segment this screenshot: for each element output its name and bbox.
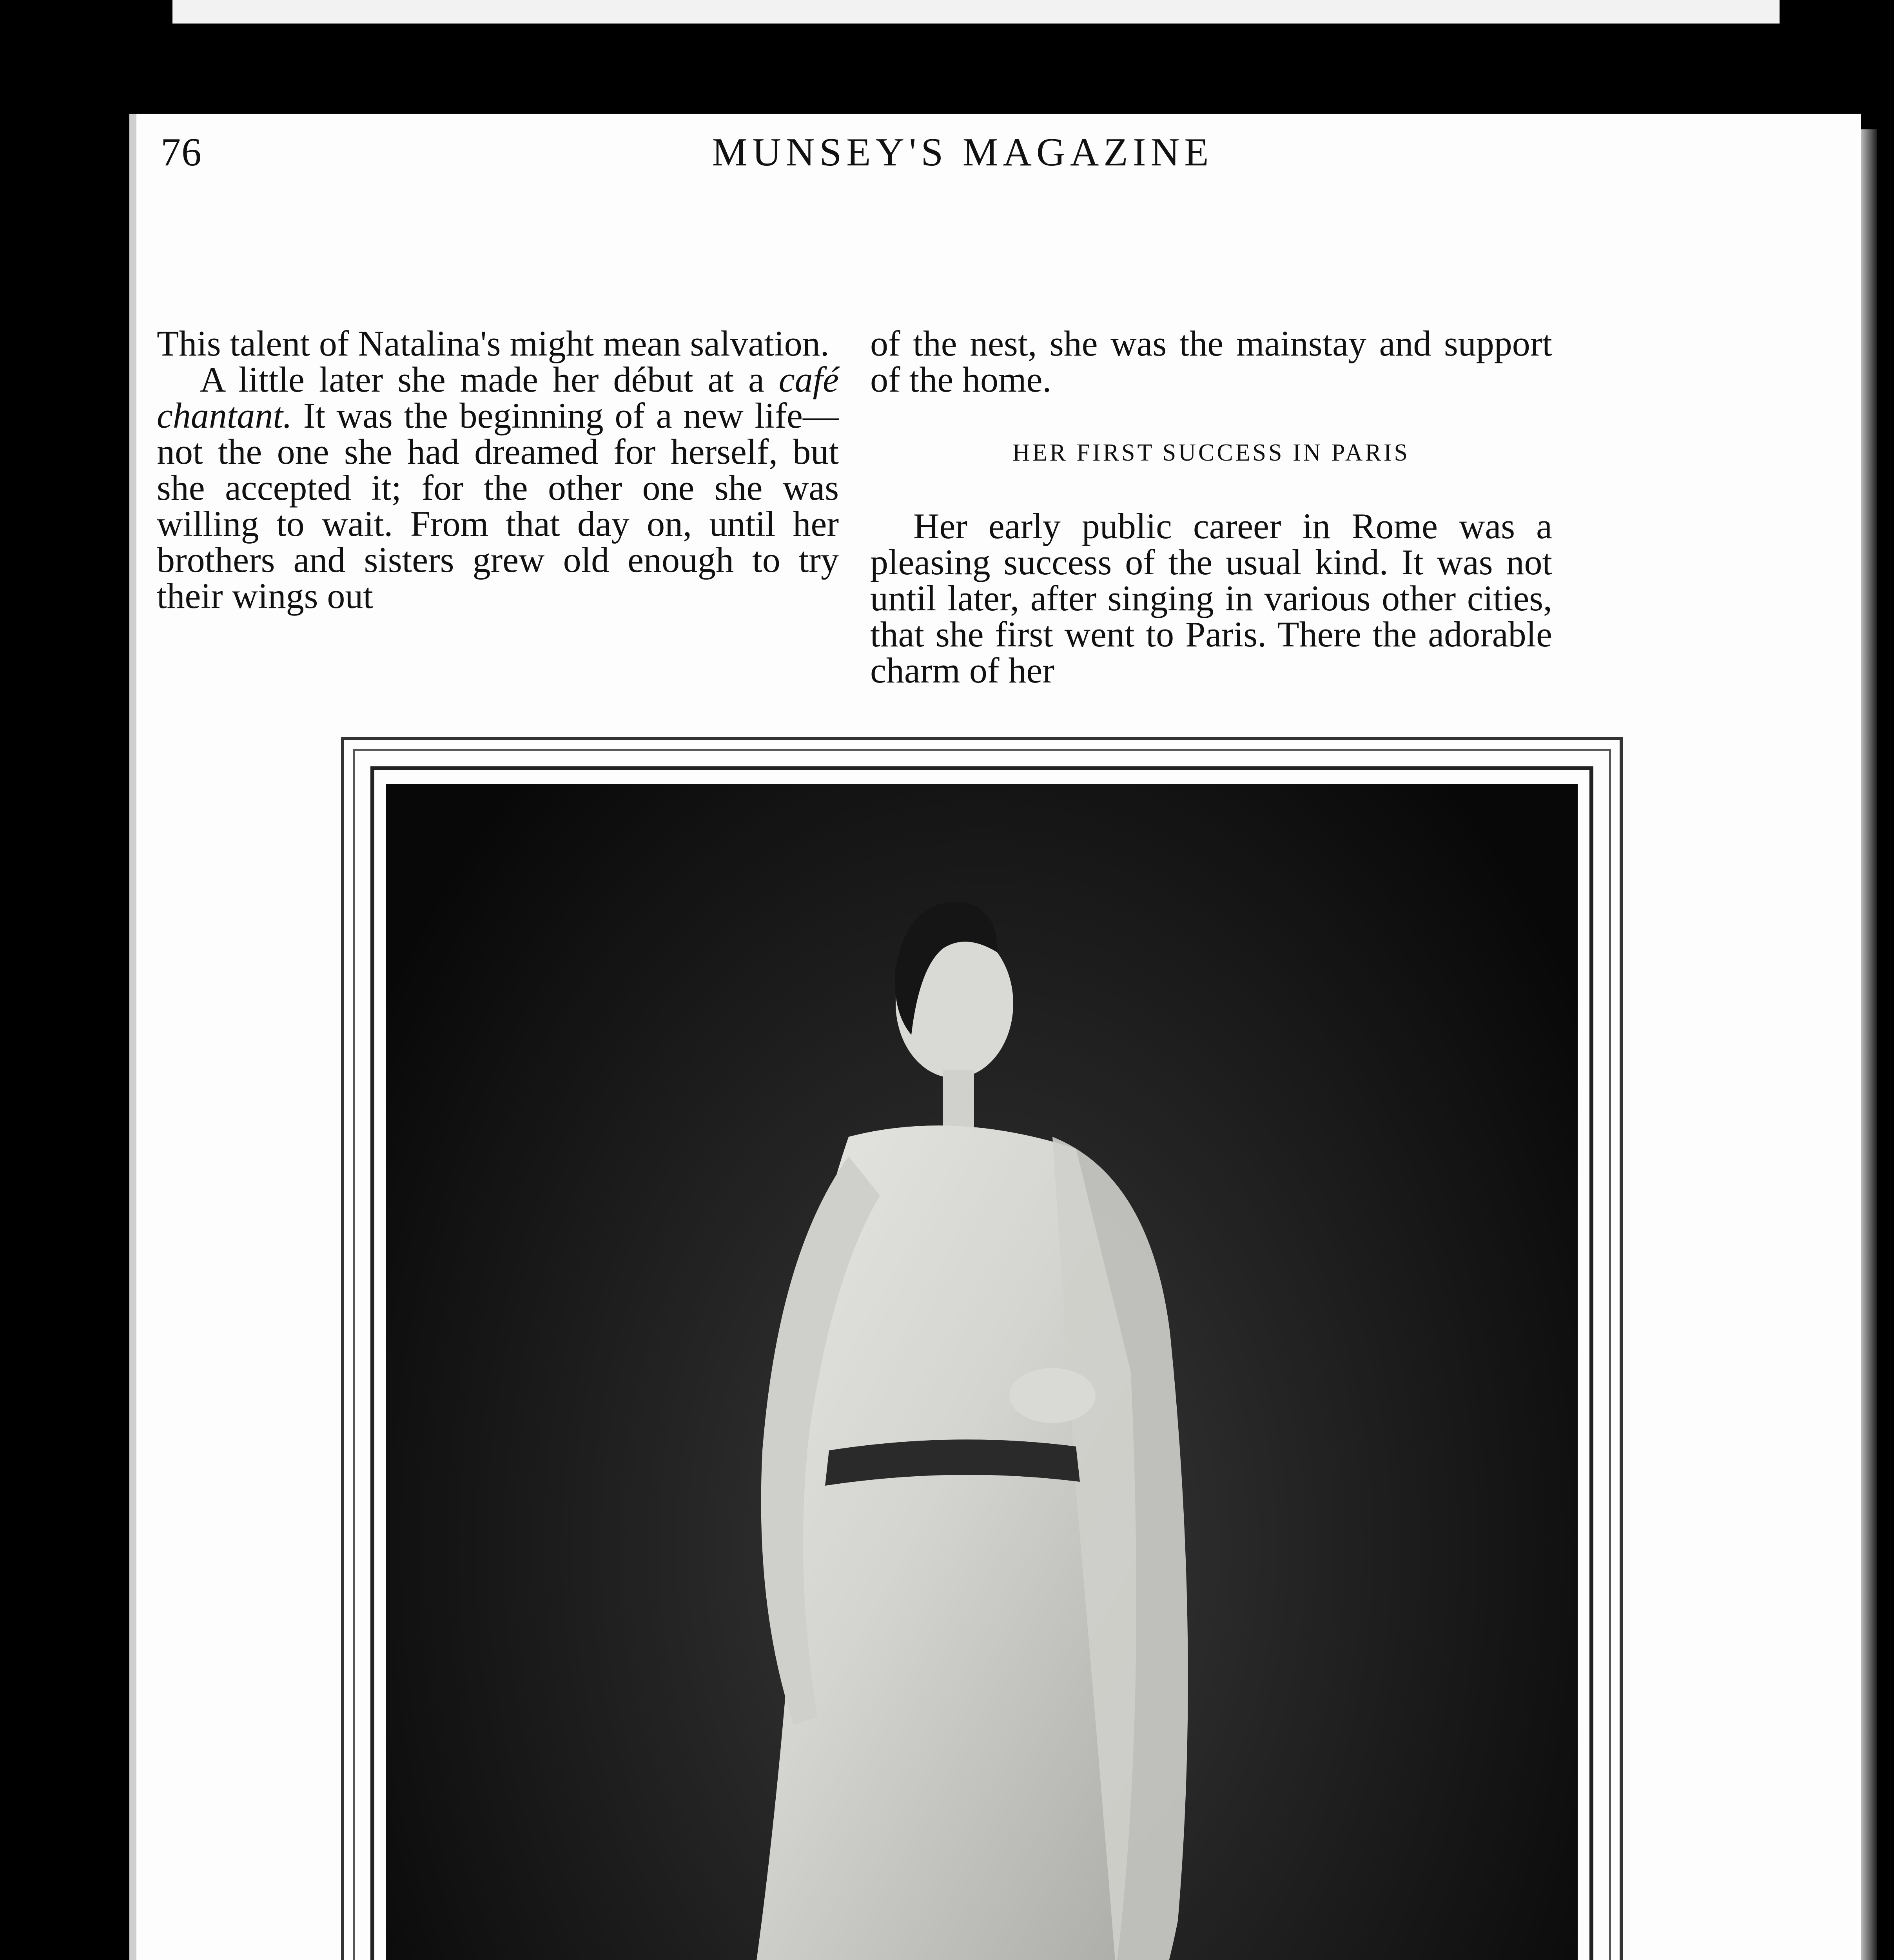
right-column <box>870 325 1552 688</box>
section-heading: HER FIRST SUCCESS IN PARIS <box>1012 439 1410 466</box>
paragraph: This talent of Natalina's might mean salvation. <box>157 323 829 363</box>
magazine-title: MUNSEY'S MAGAZINE <box>712 130 1214 174</box>
portrait-photograph <box>386 784 1578 1960</box>
page-number: 76 <box>161 130 202 174</box>
paragraph-text: A little later she made her début at a <box>200 359 779 399</box>
text-columns <box>157 325 1693 717</box>
left-column <box>157 325 839 614</box>
paragraph-text: It was the beginning of a new life—not the one she had dreamed for herself, but she accepted it; for the other one she was willing to wait. From that day on, until her brothers and sisters grew old enough to try their wings out <box>157 396 839 616</box>
paragraph: Her early public career in Rome was a pleasing success of the usual kind. It was not until later, after singing in various other cities, that she first went to Paris. There the adorable charm of her <box>870 506 1552 690</box>
italic-phrase: café chantant. <box>157 359 839 436</box>
portrait-figure <box>386 784 1578 1960</box>
running-head <box>161 129 1765 188</box>
scan-edge <box>172 0 1780 24</box>
paragraph <box>157 361 839 614</box>
paragraph: of the nest, she was the mainstay and support of the home. <box>870 323 1552 399</box>
